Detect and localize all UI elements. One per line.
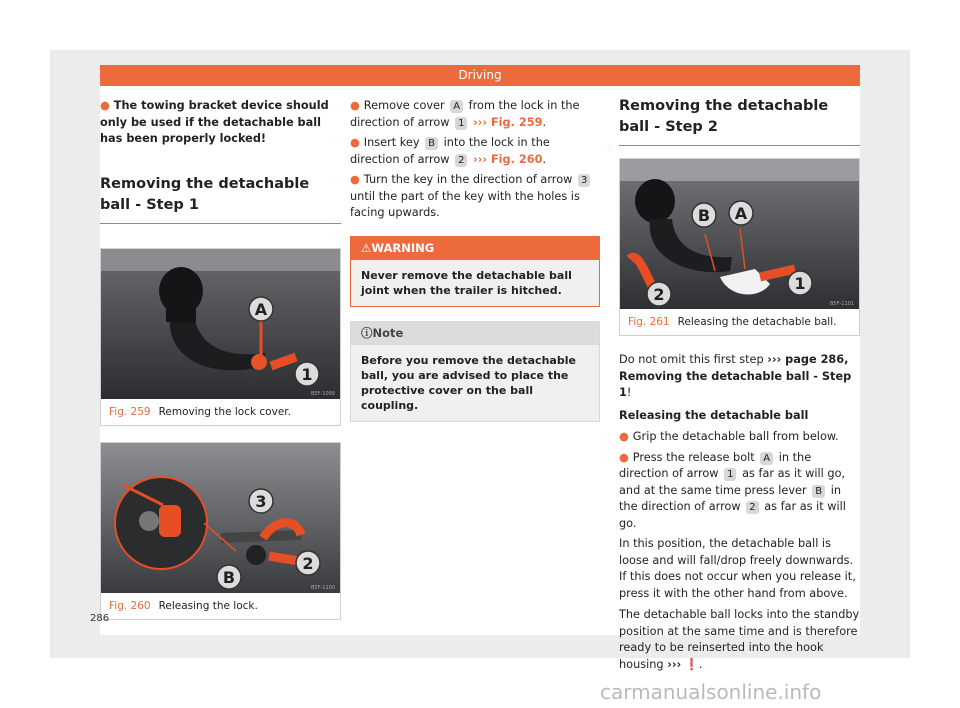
figure-261	[619, 158, 860, 336]
step-remove-cover: ● Remove cover A from the lock in the direction of arrow 1 ››› Fig. 259.	[350, 99, 580, 129]
fig260-caption: Fig. 260 Releasing the lock.	[109, 599, 258, 612]
fig259-illustration	[101, 249, 340, 399]
warning-header: ⚠WARNING	[351, 237, 599, 260]
warning-text: Never remove the detachable ball joint when the trailer is hitched.	[351, 260, 599, 306]
marker-1: 1	[724, 468, 736, 481]
warning-triangle-icon: ⚠	[361, 240, 372, 255]
note-text: Before you remove the detachable ball, you are advised to place the protective cover on the ball coupling.	[351, 345, 599, 421]
fig259-image	[101, 249, 340, 399]
marker-3: 3	[578, 174, 590, 187]
fig260-label-3: 3	[255, 491, 267, 511]
fig260-label-2: 2	[302, 553, 314, 573]
info-icon: ⓘ	[361, 325, 373, 340]
bullet-dot-icon: ●	[619, 450, 633, 464]
paragraph-loose-ball: In this position, the detachable ball is loose and will fall/drop freely downwards. If this does not occur when you release it, press it with the other hand from above.	[619, 537, 856, 600]
link-warning-ref[interactable]: ›››	[667, 657, 682, 671]
fig261-label-B: B	[697, 206, 711, 225]
step-insert-key: ● Insert key B into the lock in the direction of arrow 2 ››› Fig. 260.	[350, 136, 550, 166]
fig261-label-A: A	[734, 204, 748, 223]
fig261-caption: Fig. 261 Releasing the detachable ball.	[628, 316, 837, 328]
column-right	[619, 96, 860, 678]
step-press-bolt: ● Press the release bolt A in the direction of arrow 1 as far as it will go, and at the same time press lever B in the direction of arrow 2 as far as it will go.	[619, 450, 846, 530]
fig261-label-2: 2	[653, 285, 665, 304]
column-middle	[350, 98, 600, 422]
bullet-dot-icon: ●	[350, 136, 364, 149]
marker-1: 1	[455, 117, 467, 130]
column-left	[100, 98, 341, 620]
bullet-dot-icon: ●	[350, 99, 364, 112]
paragraph-standby: The detachable ball locks into the standby position at the same time and is therefore ready to be reinserted into the hook housing ››› ❗.	[619, 607, 860, 673]
figure-260	[100, 442, 341, 620]
fig259-caption: Fig. 259 Removing the lock cover.	[109, 405, 291, 418]
subheading-releasing: Releasing the detachable ball	[619, 408, 809, 422]
step-turn-key: ● Turn the key in the direction of arrow 3 until the part of the key with the holes is facing upwards.	[350, 172, 600, 222]
marker-B: B	[812, 485, 825, 498]
fig260-code: B5F-1100	[310, 584, 335, 591]
marker-2: 2	[455, 154, 467, 167]
site-watermark: carmanualsonline.info	[600, 680, 822, 704]
note-box	[350, 321, 600, 422]
warning-box	[350, 236, 600, 307]
intro-paragraph: Do not omit this first step ››› page 286, Removing the detachable ball - Step 1!	[619, 353, 852, 399]
bullet-towing-locked: ● The towing bracket device should only be used if the detachable ball has been properly locked!	[100, 99, 329, 145]
bullet-dot-icon: ●	[100, 99, 114, 112]
marker-A: A	[450, 100, 463, 113]
link-fig259[interactable]: ››› Fig. 259	[473, 115, 543, 129]
fig260-label-B: B	[222, 567, 236, 587]
fig261-image	[620, 159, 859, 309]
fig259-label-1: 1	[301, 364, 313, 384]
fig259-code: B5F-1099	[310, 390, 335, 397]
page-number: 286	[90, 613, 110, 624]
figure-259	[100, 248, 341, 426]
note-header: ⓘNote	[351, 322, 599, 345]
fig261-label-1: 1	[794, 274, 806, 293]
chapter-header: Driving	[100, 65, 860, 86]
fig260-image	[101, 443, 340, 593]
fig259-label-A: A	[254, 299, 268, 319]
bullet-dot-icon: ●	[619, 430, 633, 443]
link-page-286[interactable]: ››› page 286, Removing the detachable ball - Step 1	[619, 353, 852, 399]
marker-B: B	[425, 137, 438, 150]
marker-2: 2	[746, 501, 758, 514]
warning-circle-icon: ❗	[684, 657, 699, 671]
link-fig260[interactable]: ››› Fig. 260	[473, 152, 543, 166]
step-grip-ball: ● Grip the detachable ball from below.	[619, 430, 839, 443]
fig261-illustration	[620, 159, 859, 309]
heading-step2: Removing the detachable ball - Step 2	[619, 96, 860, 146]
fig260-illustration	[101, 443, 340, 593]
fig261-code: B5F-1101	[829, 301, 854, 307]
heading-step1: Removing the detachable ball - Step 1	[100, 174, 341, 224]
bullet-dot-icon: ●	[350, 173, 364, 186]
marker-A: A	[760, 452, 773, 465]
